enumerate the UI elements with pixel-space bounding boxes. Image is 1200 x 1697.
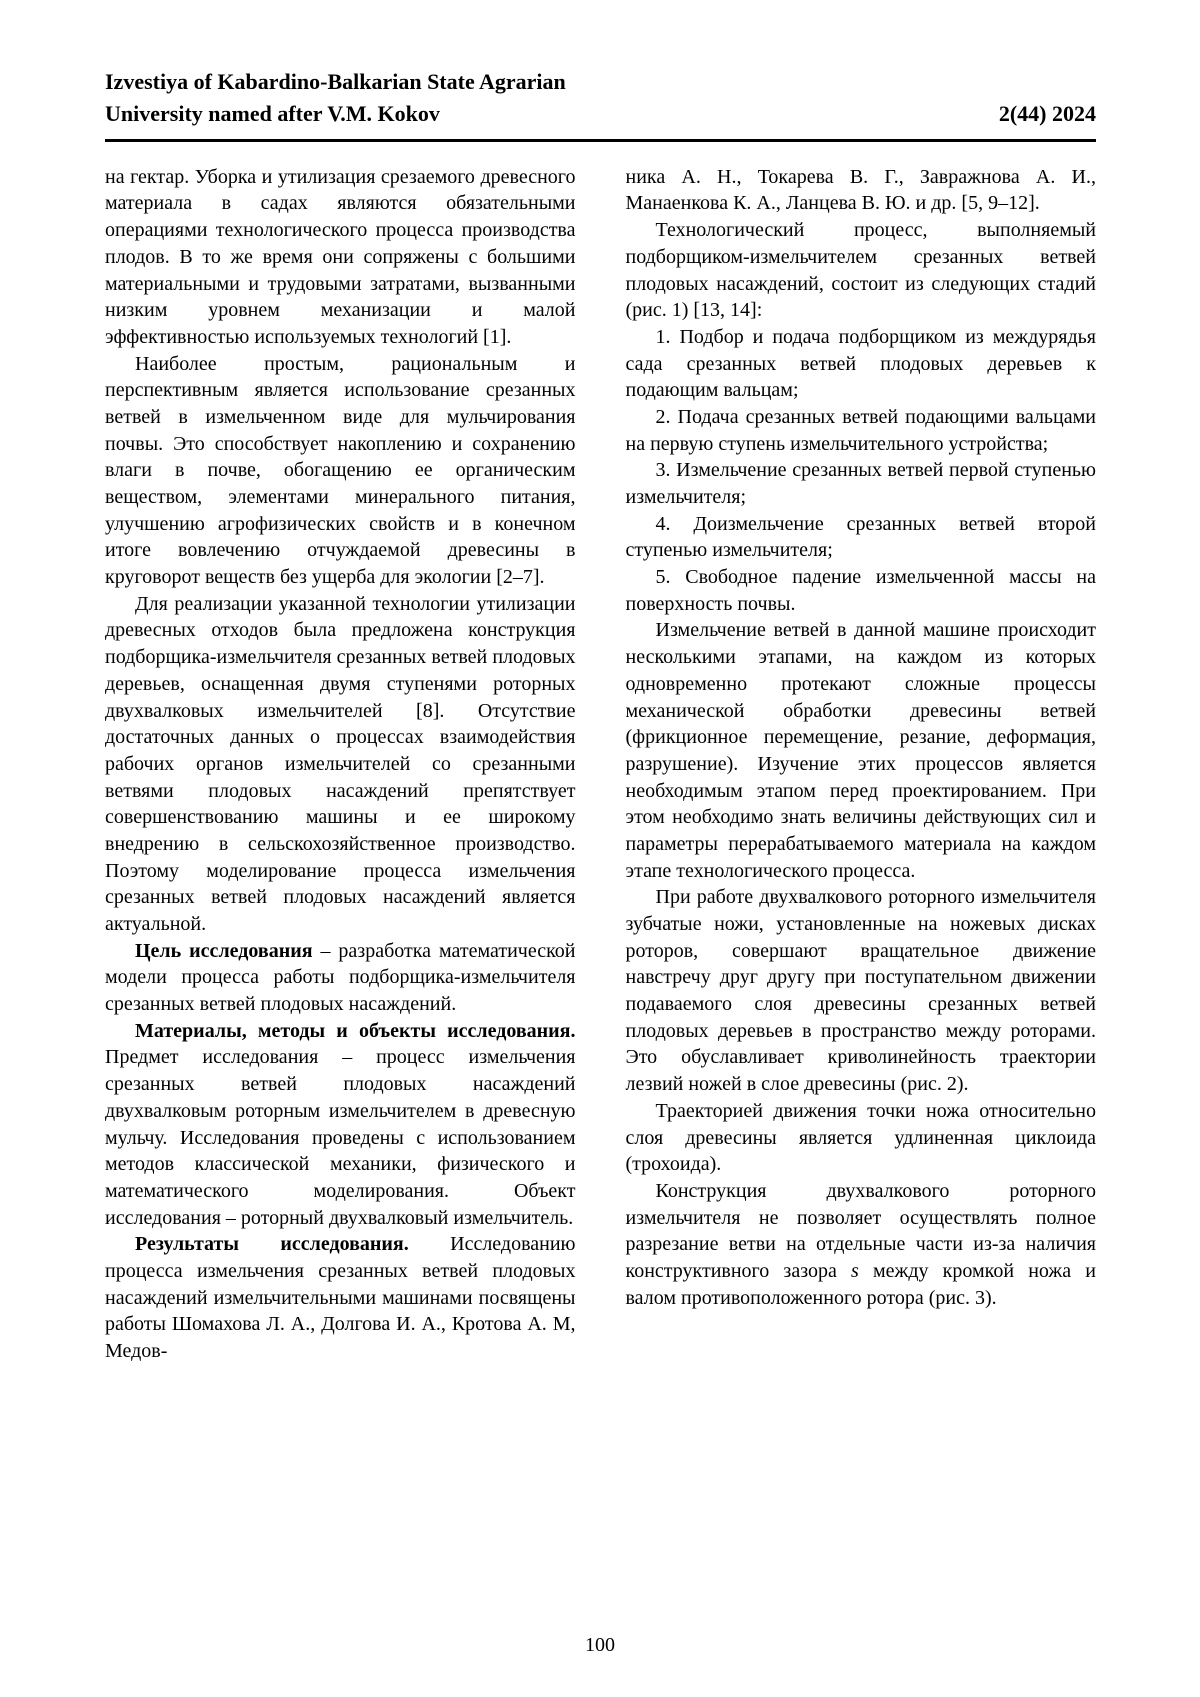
paragraph-text: Предмет исследования – процесс измельчения срезанных ветвей плодовых насаждений двухвалковым роторным измельчителем в древесную мульчу. Исследования проведены с использованием методов классической механики, физического и математического моделирования. Объект исследования – роторный двухвалковый измельчитель.	[105, 1046, 576, 1229]
paragraph-text: Исследованию процесса измельчения срезанных ветвей плодовых насаждений измельчительными машинами посвящены работы Шомахова Л. А., Долгова И. А., Кротова А. М, Медов-	[105, 1233, 576, 1363]
header-divider	[105, 139, 1096, 142]
paragraph: 2. Подача срезанных ветвей подающими вальцами на первую ступень измельчительного устройства;	[625, 405, 1096, 455]
page-number: 100	[585, 1634, 615, 1656]
paragraph-text: – разработка математической модели процесса работы подборщика-измельчителя срезанных ветвей плодовых насаждений.	[105, 939, 576, 1016]
paragraph: При работе двухвалкового роторного измельчителя зубчатые ножи, установленные на ножевых дисках роторов, совершают вращательное движение навстречу друг другу при поступательном движении подаваемого слоя древесины срезанных ветвей плодовых деревьев в пространство между роторами. Это обуславливает криволинейность траектории лезвий ножей в слое древесины (рис. 2).	[625, 886, 1096, 1096]
paragraph: на гектар. Уборка и утилизация срезаемого древесного материала в садах являются обязательными операциями технологического процесса производства плодов. В то же время они сопряжены с большими материальными и трудовыми затратами, вызванными низким уровнем механизации и малой эффективностью используемых технологий [1].	[105, 165, 576, 348]
journal-title-line1: Izvestiya of Kabardino-Balkarian State Agrarian	[105, 69, 566, 94]
paragraph-text: между кромкой ножа и валом противоположенного ротора (рис. 3).	[625, 1259, 1096, 1309]
paragraph-lead: Результаты исследования.	[135, 1233, 409, 1256]
article-body	[105, 164, 1096, 1365]
paragraph: Технологический процесс, выполняемый подборщиком-измельчителем срезанных ветвей плодовых насаждений, состоит из следующих стадий (рис. 1) [13, 14]:	[625, 219, 1096, 322]
paragraph: 3. Измельчение срезанных ветвей первой ступенью измельчителя;	[625, 459, 1096, 509]
page-header	[105, 66, 1096, 142]
paragraph: ника А. Н., Токарева В. Г., Завражнова А. И., Манаенкова К. А., Ланцева В. Ю. и др. [5, 9–12].	[625, 165, 1096, 215]
page-footer	[0, 1634, 1200, 1657]
paragraph	[105, 938, 576, 1018]
paragraph-text: Конструкция двухвалкового роторного измельчителя не позволяет осуществлять полное разрезание ветви на отдельные части из-за наличия конструктивного зазора	[625, 1179, 1096, 1282]
paragraph	[105, 1018, 576, 1232]
left-column	[105, 164, 576, 1365]
issue-number: 2(44) 2024	[998, 100, 1096, 126]
paragraph-lead: Цель исследования	[135, 939, 313, 962]
variable-s: s	[851, 1259, 859, 1282]
paragraph: 4. Доизмельчение срезанных ветвей второй ступенью измельчителя;	[625, 512, 1096, 562]
paragraph: Для реализации указанной технологии утилизации древесных отходов была предложена конструкция подборщика-измельчителя срезанных ветвей плодовых деревьев, оснащенная двумя ступенями роторных двухвалковых измельчителей [8]. Отсутствие достаточных данных о процессах взаимодействия рабочих органов измельчителей со срезанными ветвями плодовых насаждений препятствует совершенствованию машины и ее широкому внедрению в сельскохозяйственное производство. Поэтому моделирование процесса измельчения срезанных ветвей плодовых насаждений является актуальной.	[105, 592, 576, 936]
paragraph: Наиболее простым, рациональным и перспективным является использование срезанных ветвей в измельченном виде для мульчирования почвы. Это способствует накоплению и сохранению влаги в почве, обогащению ее органическим веществом, элементами минерального питания, улучшению агрофизических свойств и в конечном итоге вовлечению отчуждаемой древесины в круговорот веществ без ущерба для экологии [2–7].	[105, 352, 576, 589]
paragraph: 5. Свободное падение измельченной массы на поверхность почвы.	[625, 566, 1096, 615]
paragraph	[105, 1231, 576, 1364]
paragraph: Траекторией движения точки ножа относительно слоя древесины является удлиненная циклоида (трохоида).	[625, 1099, 1096, 1176]
paragraph: Измельчение ветвей в данной машине происходит несколькими этапами, на каждом из которых одновременно протекают сложные процессы механической обработки древесины ветвей (фрикционное перемещение, резание, деформация, разрушение). Изучение этих процессов является необходимым этапом перед проектированием. При этом необходимо знать величины действующих сил и параметры перерабатываемого материала на каждом этапе технологического процесса.	[625, 619, 1096, 882]
journal-title-line2: University named after V.M. Kokov	[105, 100, 440, 126]
right-column	[626, 164, 1097, 1365]
paragraph: 1. Подбор и подача подборщиком из междурядья сада срезанных ветвей плодовых деревьев к подающим вальцам;	[625, 325, 1096, 402]
paragraph-lead: Материалы, методы и объекты исследования.	[135, 1019, 576, 1042]
paragraph	[626, 1178, 1097, 1311]
